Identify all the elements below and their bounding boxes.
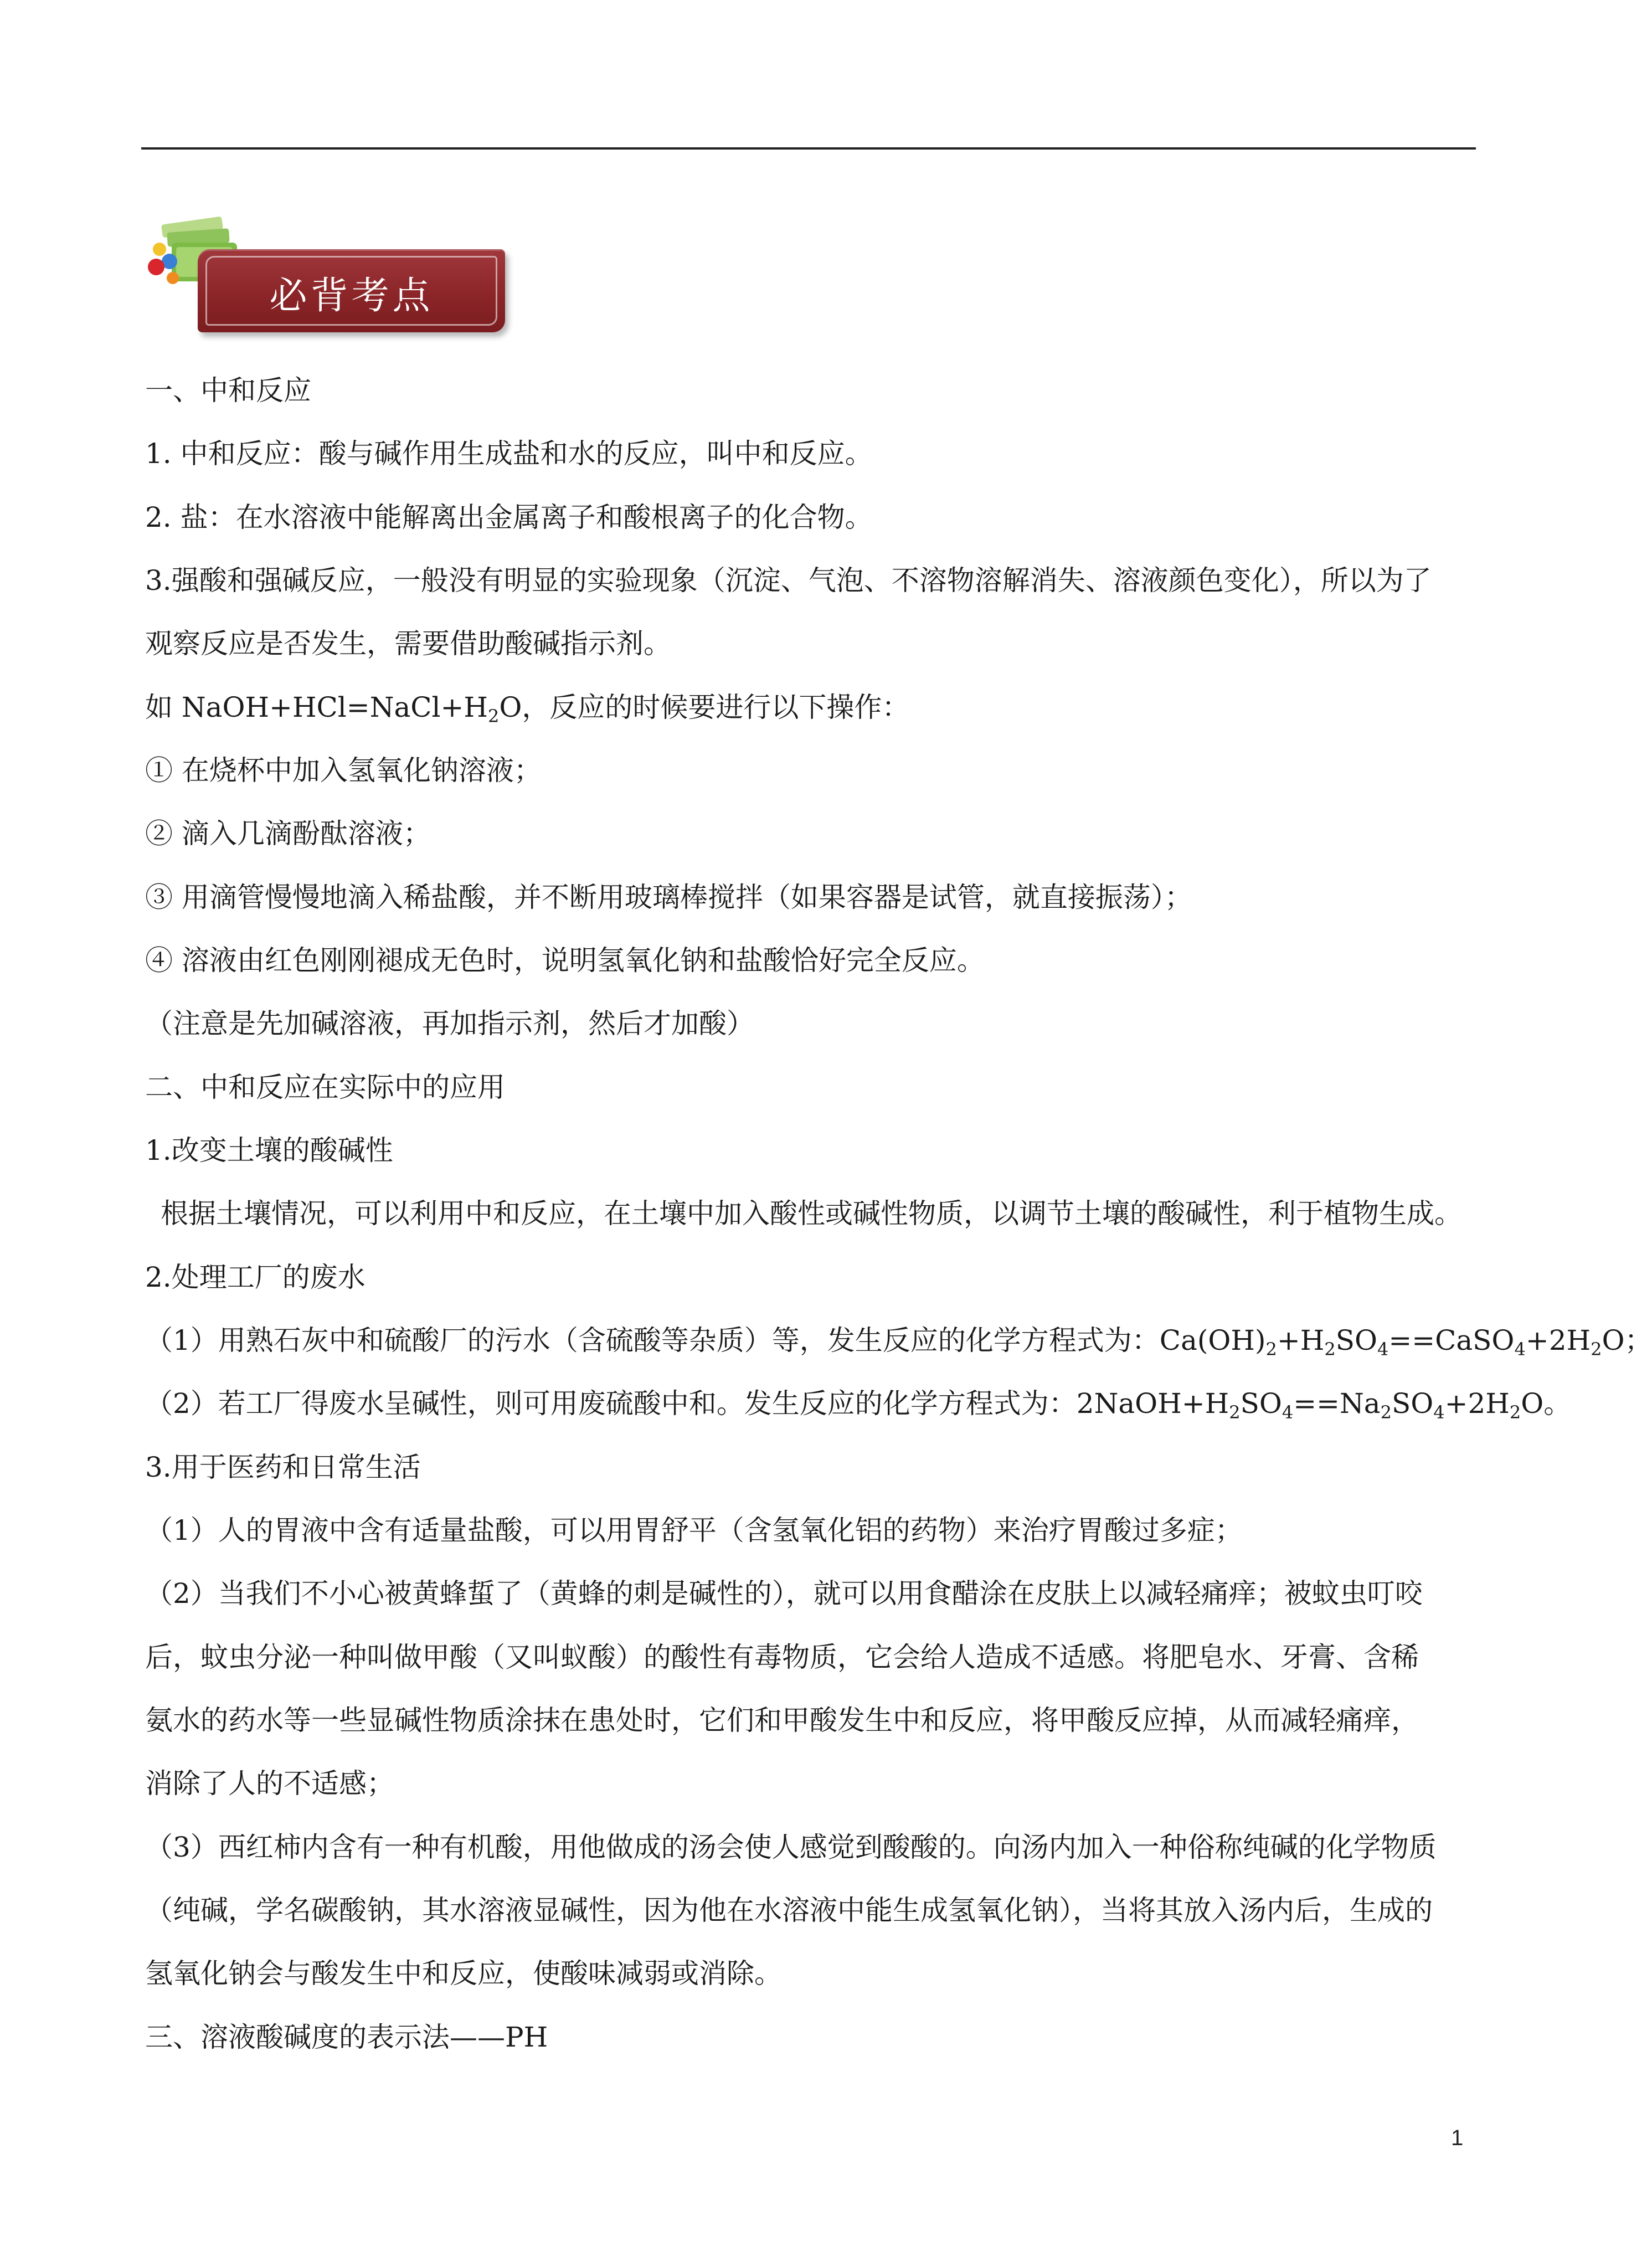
example-equation	[145, 690, 909, 725]
text-run: O；	[1602, 1324, 1652, 1356]
text-run: （1）用熟石灰中和硫酸厂的污水（含硫酸等杂质）等，发生反应的化学方程式为：Ca(OH)	[145, 1324, 1266, 1356]
step-3: ③ 用滴管慢慢地滴入稀盐酸，并不断用玻璃棒搅拌（如果容器是试管，就直接振荡）；	[145, 881, 1192, 913]
subheading-soil: 1.改变土壤的酸碱性	[145, 1134, 393, 1166]
subscript: 2	[1380, 1402, 1392, 1423]
medicine-item-3-line1: （3）西红柿内含有一种有机酸，用他做成的汤会使人感觉到酸酸的。向汤内加入一种俗称纯碱的化学物质	[145, 1831, 1437, 1863]
paragraph-strong-acid-line2: 观察反应是否发生，需要借助酸碱指示剂。	[145, 628, 671, 660]
heading-neutralization: 一、中和反应	[145, 374, 311, 407]
medicine-item-2-line2: 后，蚊虫分泌一种叫做甲酸（又叫蚁酸）的酸性有毒物质，它会给人造成不适感。将肥皂水、牙膏、含稀	[145, 1641, 1419, 1673]
header-rule	[141, 147, 1476, 150]
text-run: （2）若工厂得废水呈碱性，则可用废硫酸中和。发生反应的化学方程式为：2NaOH+H	[145, 1387, 1229, 1420]
subscript: 2	[488, 706, 500, 727]
page-number: 1	[1451, 2126, 1464, 2150]
medicine-item-1: （1）人的胃液中含有适量盐酸，可以用胃舒平（含氢氧化铝的药物）来治疗胃酸过多症；	[145, 1514, 1243, 1546]
paragraph-salt: 2. 盐：在水溶液中能解离出金属离子和酸根离子的化合物。	[145, 501, 873, 533]
text-run: +H	[1277, 1324, 1325, 1356]
subscript: 2	[1509, 1402, 1521, 1423]
subheading-medicine: 3.用于医药和日常生活	[145, 1451, 421, 1483]
section-banner	[198, 249, 505, 332]
subscript: 2	[1591, 1339, 1602, 1360]
text-run: +2H	[1444, 1387, 1510, 1420]
subheading-wastewater: 2.处理工厂的废水	[145, 1261, 366, 1293]
step-2: ② 滴入几滴酚酞溶液；	[145, 818, 431, 850]
wastewater-item-1	[145, 1323, 1652, 1358]
wastewater-item-2	[145, 1386, 1571, 1421]
text-run: +2H	[1525, 1324, 1591, 1356]
subscript: 4	[1282, 1402, 1294, 1423]
text-run: O。	[1521, 1387, 1572, 1420]
example-suffix: O，反应的时候要进行以下操作：	[499, 691, 910, 723]
medicine-item-2-line1: （2）当我们不小心被黄蜂蜇了（黄蜂的刺是碱性的），就可以用食醋涂在皮肤上以减轻痛痒；被蚊虫叮咬	[145, 1577, 1423, 1610]
subscript: 4	[1433, 1402, 1445, 1423]
heading-applications: 二、中和反应在实际中的应用	[145, 1071, 505, 1103]
text-run: SO	[1335, 1324, 1377, 1356]
text-run: SO	[1240, 1387, 1282, 1420]
subscript: 2	[1324, 1339, 1336, 1360]
section-title: 必背考点	[269, 274, 434, 318]
medicine-item-2-line3: 氨水的药水等一些显碱性物质涂抹在患处时，它们和甲酸发生中和反应，将甲酸反应掉，从而减轻痛痒，	[145, 1704, 1419, 1736]
text-run: ==Na	[1293, 1387, 1381, 1420]
text-run: ==CaSO	[1388, 1324, 1515, 1356]
text-run: SO	[1391, 1387, 1434, 1420]
subscript: 4	[1377, 1339, 1389, 1360]
note: （注意是先加碱溶液，再加指示剂，然后才加酸）	[145, 1007, 754, 1040]
medicine-item-3-line3: 氢氧化钠会与酸发生中和反应，使酸味减弱或消除。	[145, 1957, 782, 1990]
step-1: ① 在烧杯中加入氢氧化钠溶液；	[145, 754, 542, 786]
section-header	[145, 216, 511, 349]
paragraph-soil: 根据土壤情况，可以利用中和反应，在土壤中加入酸性或碱性物质，以调节土壤的酸碱性，利于植物生成。	[161, 1197, 1462, 1230]
heading-ph: 三、溶液酸碱度的表示法——PH	[145, 2021, 548, 2053]
subscript: 2	[1229, 1402, 1241, 1423]
subscript: 4	[1514, 1339, 1526, 1360]
step-4: ④ 溶液由红色刚刚褪成无色时，说明氢氧化钠和盐酸恰好完全反应。	[145, 944, 985, 976]
medicine-item-2-line4: 消除了人的不适感；	[145, 1767, 394, 1800]
example-prefix: 如 NaOH+HCl=NaCl+H	[145, 691, 488, 723]
subscript: 2	[1265, 1339, 1277, 1360]
medicine-item-3-line2: （纯碱，学名碳酸钠，其水溶液显碱性，因为他在水溶液中能生成氢氧化钠），当将其放入汤内后，生成的	[145, 1894, 1433, 1926]
paragraph-strong-acid-line1: 3.强酸和强碱反应，一般没有明显的实验现象（沉淀、气泡、不溶物溶解消失、溶液颜色变化），所以为了	[145, 564, 1432, 597]
paragraph-definition: 1. 中和反应：酸与碱作用生成盐和水的反应，叫中和反应。	[145, 438, 873, 470]
